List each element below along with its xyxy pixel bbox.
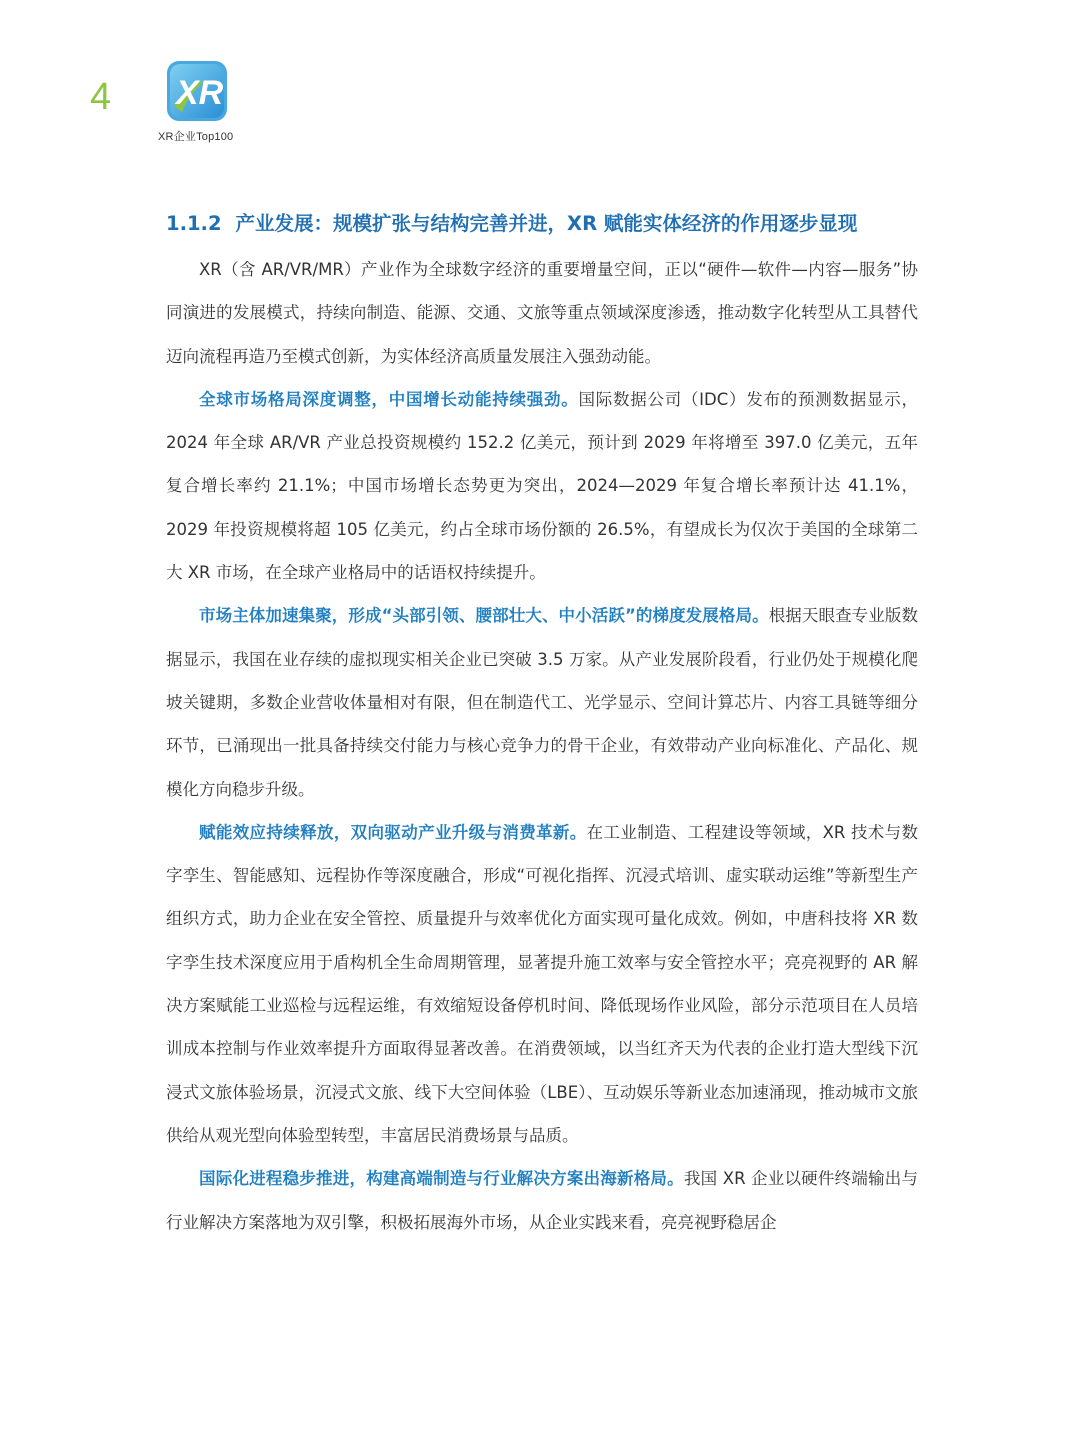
paragraph — [166, 811, 918, 1157]
paragraph-lead: 赋能效应持续释放，双向驱动产业升级与消费革新。 — [199, 822, 587, 842]
xr-logo-icon — [166, 60, 228, 122]
document-body — [166, 208, 918, 1244]
paragraph-lead: 国际化进程稳步推进，构建高端制造与行业解决方案出海新格局。 — [199, 1169, 684, 1189]
svg-text:XR: XR — [176, 74, 224, 112]
section-number: 1.1.2 — [166, 212, 222, 235]
section-heading — [166, 208, 918, 240]
paragraph-text: 国际数据公司（IDC）发布的预测数据显示，2024 年全球 AR/VR 产业总投资规模约 152.2 亿美元，预计到 2029 年将增至 397.0 亿美元，五年复合增长率约 21.1%；中国市场增长态势更为突出，2024—2029 年复合增长率预计达 41.1%，2029 年投资规模将超 105 亿美元，约占全球市场份额的 26.5%，有望成长为仅次于美国的全球第二大 XR 市场，在全球产业格局中的话语权持续提升。 — [166, 389, 919, 583]
paragraph-text: 在工业制造、工程建设等领域，XR 技术与数字孪生、智能感知、远程协作等深度融合，形成“可视化指挥、沉浸式培训、虚实联动运维”等新型生产组织方式，助力企业在安全管控、质量提升与效率优化方面实现可量化成效。例如，中唐科技将 XR 数字孪生技术深度应用于盾构机全生命周期管理，显著提升施工效率与安全管控水平；亮亮视野的 AR 解决方案赋能工业巡检与远程运维，有效缩短设备停机时间、降低现场作业风险，部分示范项目在人员培训成本控制与作业效率提升方面取得显著改善。在消费领域，以当红齐天为代表的企业打造大型线下沉浸式文旅体验场景，沉浸式文旅、线下大空间体验（LBE）、互动娱乐等新业态加速涌现，推动城市文旅供给从观光型向体验型转型，丰富居民消费场景与品质。 — [166, 822, 919, 1145]
logo-text: XR企业Top100 — [158, 131, 234, 143]
paragraph — [166, 248, 918, 378]
paragraph-text: 我国 XR 企业以硬件终端输出与行业解决方案落地为双引擎，积极拓展海外市场，从企业实践来看，亮亮视野稳居企 — [166, 1169, 919, 1232]
paragraph-text: 根据天眼查专业版数据显示，我国在业存续的虚拟现实相关企业已突破 3.5 万家。从产业发展阶段看，行业仍处于规模化爬坡关键期，多数企业营收体量相对有限，但在制造代工、光学显示、空间计算芯片、内容工具链等细分环节，已涌现出一批具备持续交付能力与核心竞争力的骨干企业，有效带动产业向标准化、产品化、规模化方向稳步升级。 — [166, 606, 918, 799]
paragraph-text: XR（含 AR/VR/MR）产业作为全球数字经济的重要增量空间，正以“硬件—软件—内容—服务”协同演进的发展模式，持续向制造、能源、交通、文旅等重点领域深度渗透，推动数字化转型从工具替代迈向流程再造乃至模式创新，为实体经济高质量发展注入强劲动能。 — [166, 260, 918, 366]
paragraph — [166, 594, 918, 810]
page-number: 4 — [90, 76, 112, 118]
paragraph — [166, 1157, 918, 1244]
paragraph-lead: 全球市场格局深度调整，中国增长动能持续强劲。 — [199, 389, 579, 409]
section-title: 产业发展：规模扩张与结构完善并进，XR 赋能实体经济的作用逐步显现 — [235, 212, 858, 235]
paragraph — [166, 378, 918, 594]
logo — [158, 60, 242, 144]
paragraph-lead: 市场主体加速集聚，形成“头部引领、腰部壮大、中小活跃”的梯度发展格局。 — [199, 606, 769, 626]
